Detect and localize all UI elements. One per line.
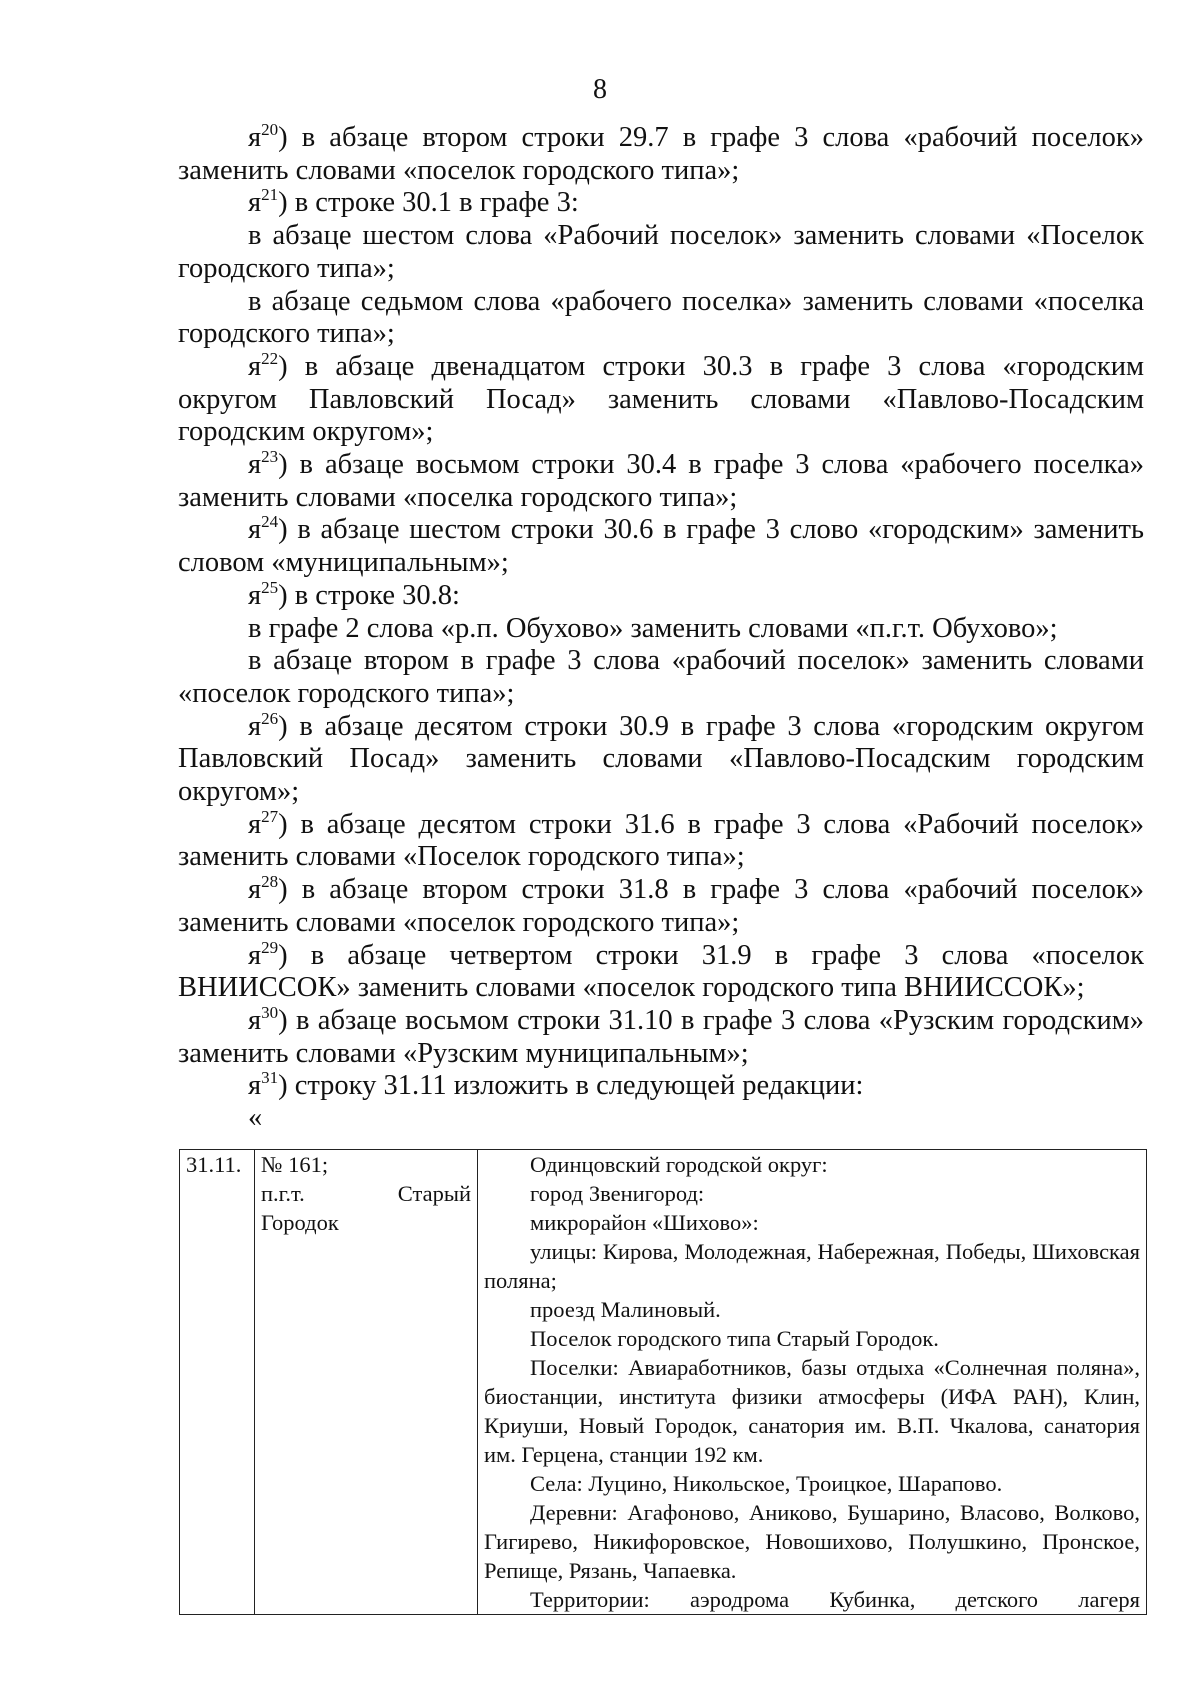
territory-line: улицы: Кирова, Молодежная, Набережная, Победы, Шиховская поляна; bbox=[484, 1239, 1140, 1293]
paragraph-superscript-number: 29 bbox=[261, 937, 279, 957]
paragraph-superscript-number: 25 bbox=[261, 577, 279, 597]
paragraph-prefix: я bbox=[248, 579, 262, 611]
paragraph-superscript-number: 30 bbox=[261, 1002, 279, 1022]
paragraph-text: ) в абзаце втором строки 31.8 в графе 3 слова «рабочий поселок» заменить словами «поселок городского типа»; bbox=[178, 874, 1144, 938]
paragraph-prefix: я bbox=[248, 1070, 262, 1102]
paragraph-text: ) в абзаце восьмом строки 31.10 в графе 3 слова «Рузским городским» заменить словами «Рузским муниципальным»; bbox=[178, 1004, 1144, 1069]
paragraph-prefix: я bbox=[248, 449, 262, 481]
paragraph-superscript-number: 20 bbox=[261, 120, 279, 139]
amendment-paragraph bbox=[178, 708, 1144, 809]
paragraph-text: в абзаце шестом слова «Рабочий поселок» заменить словами «Поселок городского типа»; bbox=[178, 220, 1144, 284]
page-number: 8 bbox=[593, 74, 607, 105]
settlement-cell bbox=[255, 1150, 478, 1615]
amendment-paragraph bbox=[178, 449, 1144, 514]
row-number-cell: 31.11. bbox=[180, 1150, 255, 1615]
territory-line: микрорайон «Шихово»: bbox=[530, 1210, 759, 1235]
amendment-paragraph bbox=[178, 220, 1144, 285]
paragraph-text: ) в строке 30.8: bbox=[278, 579, 460, 611]
paragraph-text: ) строку 31.11 изложить в следующей редакции: bbox=[278, 1070, 864, 1102]
settlement-type: п.г.т. bbox=[261, 1181, 305, 1206]
paragraph-text: ) в абзаце шестом строки 30.6 в графе 3 слово «городским» заменить словом «муниципальным»; bbox=[178, 514, 1144, 579]
settlement-line: № 161; bbox=[261, 1152, 329, 1177]
paragraph-text: в абзаце втором в графе 3 слова «рабочий поселок» заменить словами «поселок городского типа»; bbox=[178, 645, 1144, 709]
paragraph-text: ) в абзаце двенадцатом строки 30.3 в графе 3 слова «городским округом Павловский Посад» заменить словами «Павлово-Посадским городским округом»; bbox=[178, 350, 1144, 448]
paragraph-prefix: я bbox=[248, 710, 262, 742]
paragraph-prefix: я bbox=[248, 122, 262, 153]
paragraph-superscript-number: 23 bbox=[261, 447, 279, 467]
opening-quote: « bbox=[248, 1102, 263, 1134]
territory-line: Территории: аэродрома Кубинка, детского лагеря bbox=[530, 1587, 1140, 1612]
document-body bbox=[178, 122, 1144, 1133]
territory-line: Поселки: Авиаработников, базы отдыха «Солнечная поляна», биостанции, института физики атмосферы (ИФА РАН), Клин, Криуши, Новый Городок, санатория им. В.П. Чкалова, санатория им. Герцена, станции 192 км. bbox=[484, 1355, 1140, 1467]
paragraph-prefix: я bbox=[248, 1004, 262, 1036]
paragraph-text: ) в абзаце восьмом строки 30.4 в графе 3 слова «рабочего поселка» заменить словами «поселка городского типа»; bbox=[178, 449, 1144, 513]
paragraph-text: ) в абзаце четвертом строки 31.9 в графе 3 слова «поселок ВНИИССОК» заменить словами «поселок городского типа ВНИИССОК»; bbox=[178, 939, 1144, 1004]
settlement-line bbox=[261, 1179, 471, 1208]
settlement-line: Городок bbox=[261, 1210, 339, 1235]
amendment-paragraph bbox=[178, 937, 1144, 1005]
amendment-paragraph bbox=[178, 514, 1144, 579]
amendment-paragraph bbox=[178, 187, 1144, 220]
paragraph-superscript-number: 31 bbox=[261, 1068, 279, 1088]
paragraph-superscript-number: 26 bbox=[261, 708, 279, 728]
paragraph-text: в графе 2 слова «р.п. Обухово» заменить словами «п.г.т. Обухово»; bbox=[248, 612, 1058, 644]
paragraph-text: ) в строке 30.1 в графе 3: bbox=[278, 187, 579, 219]
amendment-paragraph bbox=[178, 806, 1144, 874]
territory-line: проезд Малиновый. bbox=[530, 1297, 721, 1322]
paragraph-superscript-number: 28 bbox=[261, 872, 279, 892]
amendment-table bbox=[179, 1149, 1147, 1615]
amendment-paragraph bbox=[178, 577, 1144, 613]
amendment-paragraph bbox=[178, 1002, 1144, 1070]
paragraph-prefix: я bbox=[248, 808, 262, 840]
territory-line: Одинцовский городской округ: bbox=[530, 1152, 828, 1177]
territory-line: Деревни: Агафоново, Аниково, Бушарино, Власово, Волково, Гигирево, Никифоровское, Новошихово, Полушкино, Пронское, Репище, Рязань, Чапаевка. bbox=[484, 1500, 1140, 1583]
amendment-paragraph bbox=[178, 348, 1144, 449]
amendment-paragraph bbox=[178, 874, 1144, 939]
paragraph-superscript-number: 22 bbox=[261, 348, 279, 368]
paragraph-text: ) в абзаце втором строки 29.7 в графе 3 слова «рабочий поселок» заменить словами «поселок городского типа»; bbox=[178, 122, 1144, 186]
amendment-paragraph bbox=[178, 286, 1144, 351]
paragraph-text: ) в абзаце десятом строки 31.6 в графе 3 слова «Рабочий поселок» заменить словами «Поселок городского типа»; bbox=[178, 808, 1144, 873]
paragraph-prefix: я bbox=[248, 874, 262, 906]
territory-description-cell bbox=[478, 1150, 1147, 1615]
paragraph-prefix: я bbox=[248, 514, 262, 546]
amendment-paragraph bbox=[178, 645, 1144, 710]
paragraph-prefix: я bbox=[248, 187, 262, 219]
amendment-paragraph bbox=[178, 613, 1144, 646]
settlement-name-part: Старый bbox=[397, 1181, 471, 1206]
paragraph-text: ) в абзаце десятом строки 30.9 в графе 3 слова «городским округом Павловский Посад» заменить словами «Павлово-Посадским городским округом»; bbox=[178, 710, 1144, 808]
paragraph-superscript-number: 27 bbox=[261, 806, 279, 826]
paragraph-superscript-number: 24 bbox=[261, 512, 279, 532]
territory-line: город Звенигород: bbox=[530, 1181, 705, 1206]
territory-line: Поселок городского типа Старый Городок. bbox=[530, 1326, 939, 1351]
amendment-paragraph bbox=[178, 1070, 1144, 1103]
territory-line: Села: Луцино, Никольское, Троицкое, Шарапово. bbox=[530, 1471, 1003, 1496]
paragraph-prefix: я bbox=[248, 939, 262, 971]
paragraph-text: в абзаце седьмом слова «рабочего поселка» заменить словами «поселка городского типа»; bbox=[178, 285, 1144, 350]
amendment-paragraph bbox=[178, 122, 1144, 187]
paragraph-prefix: я bbox=[248, 350, 262, 382]
table-row bbox=[180, 1150, 1147, 1615]
paragraph-superscript-number: 21 bbox=[261, 185, 279, 205]
